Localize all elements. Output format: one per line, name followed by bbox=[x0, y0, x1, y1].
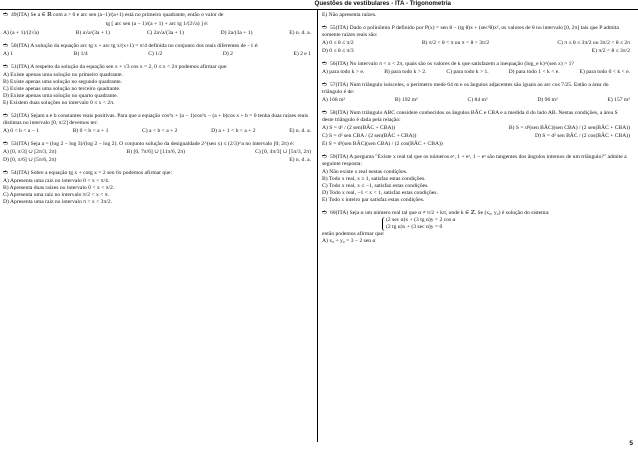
option-e: E) n. d. a. bbox=[289, 157, 311, 163]
option-c: C) Apresenta uma raiz no intervalo π/2 < x < π. bbox=[3, 192, 109, 198]
page-header bbox=[0, 0, 638, 10]
q51-options bbox=[3, 72, 311, 107]
right-column bbox=[322, 12, 630, 251]
option-e: E) para todo 0 < k < e. bbox=[579, 69, 630, 75]
arrow-icon: ➬ bbox=[3, 113, 9, 119]
question-54-option-e: E) Não apresenta raízes. bbox=[322, 12, 377, 18]
option-a: A) (a + 1)/(2√a) bbox=[3, 30, 39, 36]
option-e: E) 157 m² bbox=[607, 97, 630, 103]
option-b: B) 192 m² bbox=[394, 97, 418, 103]
column-divider bbox=[317, 10, 318, 442]
arrow-icon: ➬ bbox=[3, 141, 9, 147]
arrow-icon: ➬ bbox=[3, 12, 9, 18]
q59-options bbox=[322, 169, 630, 204]
option-a: A) S = d² / (2 sen(BÂC + CBA)) bbox=[322, 125, 396, 131]
q52-options bbox=[3, 128, 311, 135]
arrow-icon: ➬ bbox=[3, 64, 9, 70]
arrow-icon: ➬ bbox=[322, 25, 328, 31]
option-d: D) S = d² sen BÂC / (2 cos(BÂC + CBA)) bbox=[534, 133, 630, 139]
option-b: B) para todo k > 2. bbox=[384, 69, 427, 75]
option-d: D) 96 m² bbox=[537, 97, 558, 103]
option-c: C) Existe apenas uma solução no terceiro quadrante. bbox=[3, 86, 121, 92]
question-50: ➬ 50(ITA) A solução da equação arc tg x + arc tg x/(x+1) = π/4 definida no conjunto dos reais diferentes de −1 é: A) 1 B) 1/4 C) 1/2 D) 2 E) 2 e 1 bbox=[3, 43, 311, 57]
option-d: D) a + 1 < b < a + 2 bbox=[211, 128, 256, 134]
option-d: D) Todo x real, −1 < x < 1, satisfaz estas condições. bbox=[322, 190, 438, 196]
question-59: ➬ 59(ITA) A pergunta "Existe x real tal que os números eˣ, 1 + eˣ, 1 − eˣ são tangentes dos ângulos internos de um triângulo?" admite a seguinte resposta: A) Não existe x real nestas condições. B) Todo x real, x ≥ 1, satisfaz estas condições. C) Todo x real, x ≤ −1, satisfaz estas condições. D) Todo x real, −1 < x < 1, satisfaz estas condições. E) Todo x inteiro par satisfaz estas condições. bbox=[322, 154, 630, 204]
question-60: ➬ 60(ITA) Seja α um número real tal que α ≠ π/2 + kπ, onde k ∈ ℤ. Se (x₀, y₀) é solução do sistema: (2 sec α)x + (3 tg α)y = 2 cos α (2 tg α)x + (3 sec α)y = 0 então podemos afirmar que: A) x₀ + y₀ = 3 − 2 sen α bbox=[322, 210, 630, 245]
option-b: B) a√a/(3a + 1) bbox=[75, 30, 110, 36]
question-53: ➬ 53(ITA) Seja a = (log 2 − log 3)/(log 2 − log 2). O conjunto solução da desigualdade 2^(sen x) ≤ (2/3)^a no intervalo [0; 2π) é: A) [0, π/3] ∪ [2π/3, 2π) B) [0, 7π/6] ∪ [11π/6, 2π) C) [0, 4π/3] ∪ [5π/3, 2π) D) [0, π/6] ∪ [5π/6, 2π) E) n. d. a. bbox=[3, 141, 311, 163]
option-e: E) Todo x inteiro par satisfaz estas condições. bbox=[322, 197, 425, 203]
question-51: ➬ 51(ITA) A respeito da solução da equação sen x + √3 cos x = 2, 0 ≤ x < 2π podemos afirmar que: A) Existe apenas uma solução no primeiro quadrante. B) Existe apenas uma solução no segundo quadrante. C) Existe apenas uma solução no terceiro quadrante. D) Existe apenas uma solução no quarto quadrante. E) Existem duas soluções no intervalo 0 ≤ x < 2π. bbox=[3, 64, 311, 107]
option-a: A) [0, π/3] ∪ [2π/3, 2π) bbox=[3, 149, 57, 155]
page-number: 5 bbox=[629, 440, 633, 447]
question-55: ➬ 55(ITA) Dado o polinômio P definido por P(x) = sen θ − (tg θ)x + (sec²θ)x², os valores de θ no intervalo [0, 2π] tais que P admita somente raízes reais são: A) 0 ≤ θ ≤ π/2 B) π/2 < θ < π ou π < θ < 3π/2 C) π ≤ θ ≤ 3π/2 ou 3π/2 < θ ≤ 2π D) 0 ≤ θ ≤ π/3 E) π/2 < θ ≤ 3π/2 bbox=[322, 25, 630, 54]
option-a: A) 1 bbox=[3, 51, 14, 57]
option-a: A) 0 < b < a − 1 bbox=[3, 128, 40, 134]
arrow-icon: ➬ bbox=[322, 82, 328, 88]
q58-options-row3 bbox=[322, 141, 630, 148]
option-d: D) Existe apenas uma solução no quarto quadrante. bbox=[3, 93, 118, 99]
option-b: B) π/2 < θ < π ou π < θ < 3π/2 bbox=[421, 40, 490, 46]
option-a: A) 168 m² bbox=[322, 97, 346, 103]
option-c: C) 2a√a/(3a + 1) bbox=[146, 30, 184, 36]
arrow-icon: ➬ bbox=[322, 110, 328, 116]
header-title: Questões de vestibulares - ITA - Trigonometria bbox=[314, 0, 451, 7]
question-52: ➬ 52(ITA) Sejam a e b constantes reais positivas. Para que a equação cos³x + (a − 1)cos²x − (a + b)cos x + b = 0 tenha duas raízes reais distintas no intervalo [0, π/2] devemos ter: A) 0 < b < a − 1 B) 0 < b < a + 1 C) a < b < a + 2 D) a + 1 < b < a + 2 E) n. d. a. bbox=[3, 113, 311, 134]
option-b: B) Apresenta duas raízes no intervalo 0 < x < π/2. bbox=[3, 185, 115, 191]
system-equation-2: (2 tg α)x + (3 sec α)y = 0 bbox=[386, 224, 443, 230]
option-e: E) 2 e 1 bbox=[293, 51, 311, 57]
option-c: C) Todo x real, x ≤ −1, satisfaz estas condições. bbox=[322, 183, 429, 189]
arrow-icon: ➬ bbox=[3, 170, 9, 176]
option-e: E) S = d²(sen BÂC)(sen CBA) / (2 cos(BÂC + CBA)) bbox=[322, 141, 443, 147]
option-b: B) 1/4 bbox=[73, 51, 88, 57]
option-d: D) 2 bbox=[222, 51, 233, 57]
option-d: D) para todo 1 < k < e. bbox=[508, 69, 560, 75]
option-a: A) Existe apenas uma solução no primeiro quadrante. bbox=[3, 72, 123, 78]
option-e: E) Existem duas soluções no intervalo 0 ≤ x < 2π. bbox=[3, 100, 115, 106]
arrow-icon: ➬ bbox=[322, 210, 328, 216]
q57-options bbox=[322, 97, 630, 104]
option-d: D) Apresenta uma raiz no intervalo π < x < 3π/2. bbox=[3, 199, 113, 205]
q53-options-row2 bbox=[3, 157, 311, 164]
option-d: D) [0, π/6] ∪ [5π/6, 2π) bbox=[3, 157, 57, 163]
q55-options-row2 bbox=[322, 48, 630, 55]
q49-options bbox=[3, 30, 311, 37]
arrow-icon: ➬ bbox=[3, 43, 9, 49]
option-b: B) Existe apenas uma solução no segundo quadrante. bbox=[3, 79, 122, 85]
left-column bbox=[3, 12, 311, 212]
option-c: C) 1/2 bbox=[148, 51, 163, 57]
option-c: C) 84 m² bbox=[467, 97, 488, 103]
option-a: A) x₀ + y₀ = 3 − 2 sen α bbox=[322, 238, 376, 244]
system-equation-1: (2 sec α)x + (3 tg α)y = 2 cos α bbox=[386, 217, 456, 223]
option-c: C) a < b < a + 2 bbox=[142, 128, 178, 134]
option-b: B) Todo x real, x ≥ 1, satisfaz estas condições. bbox=[322, 176, 426, 182]
option-b: B) S = d²(sen BÂC)(sen CBA) / (2 sen(BÂC + CBA)) bbox=[508, 125, 630, 131]
q50-options bbox=[3, 51, 311, 58]
option-b: B) 0 < b < a + 1 bbox=[72, 128, 109, 134]
q58-options-row2 bbox=[322, 133, 630, 140]
option-d: D) 0 ≤ θ ≤ π/3 bbox=[322, 48, 354, 54]
question-58: ➬ 58(ITA) Num triângulo ABC considere conhecidos os ângulos BÂC e CBA e a medida d do lado AB. Nestas condições, a área S deste triângulo é dada pela relação: A) S = d² / (2 sen(BÂC + CBA)) B) S = d²(sen BÂC)(sen CBA) / (2 sen(BÂC + CBA)) C) S = d² sen CBA / (2 sen(BÂC + CBA)) D) S = d² sen BÂC / (2 cos(BÂC + CBA)) E) S = d²(sen BÂC)(sen CBA) / (2 cos(BÂC + CBA)) bbox=[322, 110, 630, 147]
question-56: ➬ 56(ITA) No intervalo π < x < 2π, quais são os valores de k que satisfazem a inequação (log_e k)^(sen x) > 1? A) para todo k > e. B) para todo k > 2. C) para todo k > 1. D) para todo 1 < k < e. E) para todo 0 < k < e. bbox=[322, 61, 630, 75]
equation-system bbox=[382, 217, 455, 231]
option-e: E) π/2 < θ ≤ 3π/2 bbox=[591, 48, 630, 54]
option-b: B) [0, 7π/6] ∪ [11π/6, 2π) bbox=[126, 149, 185, 155]
option-a: A) 0 ≤ θ ≤ π/2 bbox=[322, 40, 354, 46]
option-e: E) n. d. a. bbox=[289, 30, 311, 36]
q53-options-row1 bbox=[3, 149, 311, 156]
q58-options-row1 bbox=[322, 125, 630, 132]
q49-expression: tg [ arc sen (a − 1)/(a + 1) + arc tg 1/(2√a) ] é: bbox=[105, 21, 209, 27]
option-c: C) [0, 4π/3] ∪ [5π/3, 2π) bbox=[255, 149, 311, 155]
option-a: A) Não existe x real nestas condições. bbox=[322, 169, 408, 175]
question-49: ➬ 49(ITA) Se a ∈ ℝ com a > 0 e arc sen (a−1)/(a+1) está no primeiro quadrante, então o valor de tg [ arc sen (a − 1)/(a + 1) + arc tg 1/(2√a) ] é: A) (a + 1)/(2√a) B) a√a/(3a + 1) C) 2a√a/(3a + 1) D) 2a/(3a + 1) E) n. d. a. bbox=[3, 12, 311, 36]
q56-options bbox=[322, 69, 630, 76]
option-c: C) π ≤ θ ≤ 3π/2 ou 3π/2 < θ ≤ 2π bbox=[557, 40, 630, 46]
arrow-icon: ➬ bbox=[322, 61, 328, 67]
q54-options bbox=[3, 178, 311, 206]
q60-tail: então podemos afirmar que: bbox=[322, 231, 385, 237]
option-e: E) n. d. a. bbox=[289, 128, 311, 134]
question-57: ➬ 57(ITA) Num triângulo isósceles, o perímetro mede 64 m e os ângulos adjacentes são iguais ao arc cos 7/25. Então a área do triângulo é de: A) 168 m² B) 192 m² C) 84 m² D) 96 m² E) 157 m² bbox=[322, 82, 630, 103]
option-c: C) S = d² sen CBA / (2 sen(BÂC + CBA)) bbox=[322, 133, 417, 139]
question-54: ➬ 54(ITA) Sobre a equação tg x + cotg x = 2 sen 6x podemos afirmar que: A) Apresenta uma raiz no intervalo 0 < x < π/4. B) Apresenta duas raízes no intervalo 0 < x < π/2. C) Apresenta uma raiz no intervalo π/2 < x < π. D) Apresenta uma raiz no intervalo π < x < 3π/2. bbox=[3, 170, 311, 206]
arrow-icon: ➬ bbox=[322, 154, 328, 160]
option-d: D) 2a/(3a + 1) bbox=[220, 30, 253, 36]
option-a: A) para todo k > e. bbox=[322, 69, 365, 75]
option-a: A) Apresenta uma raiz no intervalo 0 < x < π/4. bbox=[3, 178, 110, 184]
option-c: C) para todo k > 1. bbox=[446, 69, 489, 75]
q55-options-row1 bbox=[322, 40, 630, 47]
